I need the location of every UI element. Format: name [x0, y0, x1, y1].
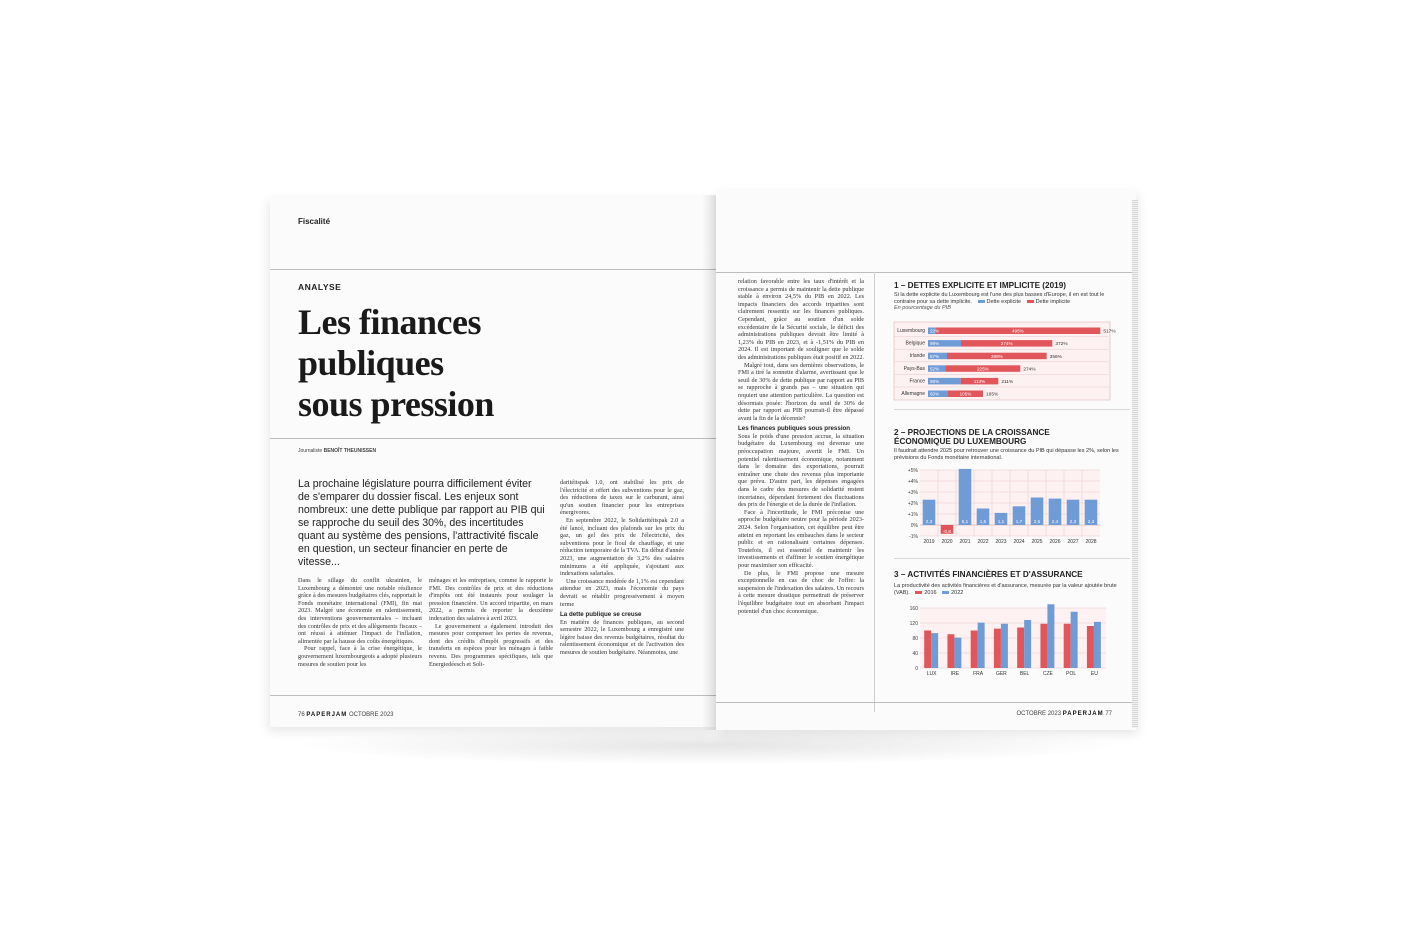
chart2-xtick-label: 2022 [977, 539, 989, 545]
chart3-ytick-label: 40 [912, 650, 918, 657]
chart3-bar-2022 [1047, 604, 1054, 668]
paragraph: Le gouvernement a également introduit des mesures pour compenser les pertes de revenus, dont des crédits d'impôt progressifs et des transferts en espèces pour les ménages à faible revenu. Des programmes spécifiques, tels que Energiedéesch et Soli- [429, 622, 553, 668]
chart2-xtick-label: 2021 [959, 539, 971, 545]
paragraph: relation favorable entre les taux d'intérêt et la croissance a permis de maintenir la dette publique stable à environ 24,5% du PIB en 2022. Les impacts financiers des accords tripartites sont clairement ressentis sur les finances publiques. Cependant, grâce au soutien d'un solde excédentaire de la Sécurité sociale, le déficit des administrations publiques devrait être limité à 1,23% du PIB en 2023, et à -1,51% du PIB en 2024. Il est important de souligner que le solde des administrations publiques était positif en 2022. [738, 278, 864, 361]
paragraph: Pour rappel, face à la crise énergétique, le gouvernement luxembourgeois a adopté plusieurs mesures de soutien pour les [298, 645, 422, 668]
chart3-bar-2022 [1094, 622, 1101, 668]
chart2-value-label: 5,1 [961, 519, 969, 524]
chart1-label-explicit: 98% [930, 379, 940, 384]
chart3-ytick-label: 80 [912, 635, 918, 642]
lead-paragraph: La prochaine législature pourra difficilement éviter de s'emparer du dossier fiscal. Les enjeux sont nombreux: une dette publique par rapport au PIB qui se rapproche du seuil des 30%, des incertitudes quant au système des pensions, l'attractivité fiscale en question, un secteur financier en perte de vitesse... [298, 478, 545, 568]
issue-date: OCTOBRE 2023 [1016, 711, 1062, 717]
chart3-bar-2016 [971, 631, 978, 669]
chart3-bar-2022 [978, 623, 985, 668]
chart1-label-explicit: 57% [930, 353, 940, 359]
chart2-ytick-label: +3% [907, 489, 918, 496]
footer-rule [716, 702, 1136, 703]
rubric-label: Fiscalité [298, 217, 331, 226]
chart2-ytick-label: +5% [907, 467, 918, 474]
chart2-value-label: 2,5 [1033, 519, 1041, 524]
chart3-bar-2016 [1017, 628, 1024, 669]
chart1-unit: En pourcentage du PIB [894, 305, 951, 311]
chart3-xtick-label: POL [1066, 671, 1077, 677]
legend-swatch-implicit [1027, 300, 1034, 303]
chart1-category-label: Allemagne [901, 391, 925, 397]
top-rule [270, 269, 716, 270]
chart2-title-line-1: 2 – PROJECTIONS DE LA CROISSANCE [894, 428, 1050, 437]
chart2-xtick-label: 2026 [1049, 539, 1061, 545]
paragraph: daritéitspak 1.0, ont stabilisé les prix de l'électricité et offert des subventions pour le gaz, des réductions de taxes sur le carburant, ainsi qu'un soutien financier pour les entreprises énergivores. [560, 479, 684, 517]
chart1-label-total: 356% [1049, 354, 1062, 360]
title-rule [270, 438, 716, 439]
chart3-note-text: La productivité des activités financières et d'assurance, mesurée par la valeur ajoutée brute (VAB). [894, 583, 1117, 596]
chart1-note-text: Si la dette explicite du Luxembourg est l'une des plus basses d'Europe, il en est tout le contraire pour sa dette implicite. [894, 292, 1105, 305]
chart3-xtick-label: CZE [1042, 671, 1053, 677]
chart2-bar [959, 469, 972, 525]
chart3-bar-2016 [924, 631, 931, 669]
chart1-label-implicit: 113% [973, 379, 986, 384]
byline-name: BENOÎT THEUNISSEN [323, 448, 377, 454]
top-rule [716, 272, 1136, 273]
right-footer [1016, 711, 1112, 717]
chart3-bar-2022 [1001, 624, 1008, 668]
chart1-label-implicit: 299% [990, 353, 1003, 359]
chart2-ytick-label: +2% [907, 500, 918, 507]
chart3-bar-2016 [1040, 624, 1047, 668]
chart2-title [894, 428, 1130, 446]
chart3-bar-2022 [1071, 612, 1078, 668]
body-column-2 [429, 577, 553, 668]
paragraph: Malgré tout, dans ses dernières observations, le FMI a tiré la sonnette d'alarme, avertissant que le seuil de 30% de dette publique par rapport au PIB se rapproche à grands pas – une situation qui requiert une attention particulière. La question est désormais posée: l'horizon du seuil de 30% de dette par rapport au PIB pourrait-il être dépassé avant la fin de la décennie? [738, 361, 864, 422]
footer-rule [270, 695, 716, 696]
chart3-ytick-label: 160 [909, 605, 918, 612]
chart3-bar-2016 [1087, 626, 1094, 668]
chart2-xtick-label: 2019 [923, 539, 935, 545]
chart2-value-label: 2,3 [925, 519, 933, 524]
chart1-label-implicit: 105% [959, 391, 972, 397]
chart3-xtick-label: LUX [926, 671, 937, 677]
chart2-ytick-label: 0% [910, 522, 918, 529]
chart3-xtick-label: EU [1090, 671, 1098, 677]
chart3-bar-2016 [994, 629, 1001, 668]
chart2-value-label: 1,5 [979, 519, 987, 524]
legend-implicit: Dette implicite [1035, 298, 1071, 305]
chart2-value-label: 2,3 [1087, 519, 1095, 524]
chart1-label-explicit: 60% [930, 391, 940, 397]
chart2-ytick-label: +1% [907, 511, 918, 518]
chart2-note: Il faudrait attendre 2025 pour retrouver une croissance du PIB qui dépasse les 2%, selon les prévisions du Fonds monétaire international. [894, 448, 1119, 461]
subheading: Les finances publiques sous pression [738, 425, 851, 433]
chart1-label-implicit: 274% [1000, 341, 1013, 347]
chart2-ytick-label: -1% [909, 533, 918, 540]
body-column-1 [298, 577, 422, 668]
left-page [270, 197, 716, 727]
title-line-3: sous pression [298, 384, 494, 424]
chart1-note [894, 292, 1126, 312]
chart3-finance-chart [890, 604, 1114, 682]
chart2-value-label: 2,4 [1051, 519, 1059, 524]
paragraph: Face à l'incertitude, le FMI préconise une approche budgétaire neutre pour la période 2023-2024. Selon l'organisation, cet équilibre peut être atteint en reportant les embauches dans le secteur public et en rationalisant certaines dépenses. Toutefois, il est essentiel de maintenir les investissements et d'affiner le soutien énergétique pour maximiser son efficacité. [738, 508, 864, 569]
chart1-label-implicit: 495% [1011, 328, 1024, 334]
paragraph: De plus, le FMI propose une mesure exceptionnelle en cas de choc de l'offre: la suspension de l'indexation des salaires. Un recours à cette mesure drastique permettrait de préserver l'équilibre budgétaire tout en absorbant l'impact potentiel d'un choc économique. [738, 569, 864, 615]
right-text-column [738, 278, 864, 615]
chart2-xtick-label: 2023 [995, 539, 1007, 545]
brand-name: PAPERJAM [306, 712, 348, 718]
chart-separator [894, 558, 1130, 559]
legend-2022: 2022 [951, 589, 964, 596]
chart3-xtick-label: BEL [1019, 671, 1030, 677]
chart3-ytick-label: 0 [915, 665, 918, 672]
chart1-category-label: Pays-Bas [903, 365, 925, 372]
column-divider [874, 272, 875, 712]
page-edges [1132, 200, 1138, 728]
chart2-value-label: 1,1 [997, 519, 1005, 524]
chart1-label-total: 517% [1103, 329, 1116, 335]
chart1-category-label: Irlande [909, 353, 925, 360]
chart1-category-label: France [909, 378, 925, 385]
subheading: La dette publique se creuse [560, 611, 642, 619]
chart3-bar-2022 [954, 638, 961, 668]
legend-swatch-explicit [978, 300, 985, 303]
chart3-title: 3 – ACTIVITÉS FINANCIÈRES ET D'ASSURANCE [894, 570, 1083, 579]
magazine-shadow [290, 725, 1130, 765]
chart2-xtick-label: 2024 [1013, 539, 1025, 545]
chart3-xtick-label: GER [995, 671, 1007, 677]
chart2-xtick-label: 2025 [1031, 539, 1043, 545]
chart2-ytick-label: +4% [907, 478, 918, 485]
paragraph: Une croissance modérée de 1,1% est cependant attendue en 2023, mais l'économie du pays devrait se rétablir progressivement à moyen terme [560, 577, 684, 608]
issue-date: OCTOBRE 2023 [348, 712, 394, 718]
title-line-2: publiques [298, 343, 444, 383]
chart3-bar-2016 [1064, 624, 1071, 668]
chart1-label-total: 211% [1001, 380, 1014, 385]
paragraph: ménages et les entreprises, comme le rapporte le FMI. Des contrôles de prix et des réductions d'impôts ont été instaurés pour soulager la pression financière. Un accord tripartite, en mars 2022, a permis de reporter la deuxième indexation des salaires à avril 2023. [429, 577, 553, 622]
chart1-debt-chart [894, 322, 1114, 402]
left-footer [298, 712, 394, 718]
chart3-note [894, 583, 1128, 596]
chart2-growth-chart [890, 466, 1110, 550]
chart1-label-explicit: 99% [930, 341, 940, 347]
chart1-label-total: 165% [986, 392, 999, 398]
right-page [716, 190, 1136, 730]
chart2-xtick-label: 2027 [1067, 539, 1079, 545]
byline [298, 448, 376, 454]
chart-separator [894, 409, 1130, 410]
byline-prefix: Journaliste [298, 448, 323, 454]
paragraph: Dans le sillage du conflit ukrainien, le Luxembourg a démontré une notable résilience grâce à des mesures budgétaires clés, rapportait le Fonds monétaire international (FMI), fin mai 2023. Malgré une économie en ralentissement, des interventions gouvernementales – incluant des contrôles de prix et des allègements fiscaux – ont réussi à atténuer l'impact de l'inflation, alimentée par la hausse des coûts énergétiques. [298, 577, 422, 645]
chart3-bar-2016 [947, 634, 954, 668]
chart3-bar-2022 [931, 633, 938, 668]
chart1-label-explicit: 52% [930, 366, 940, 372]
body-column-3 [560, 479, 684, 657]
article-title [298, 302, 718, 425]
legend-2016: 2016 [924, 589, 937, 596]
chart3-ytick-label: 120 [909, 620, 918, 627]
chart3-xtick-label: FRA [973, 671, 984, 677]
legend-explicit: Dette explicite [986, 298, 1022, 305]
chart2-value-label: 2,3 [1069, 519, 1077, 524]
chart1-label-total: 274% [1023, 367, 1036, 373]
chart2-value-label: -0,8 [943, 528, 951, 534]
chart2-title-line-2: ÉCONOMIQUE DU LUXEMBOURG [894, 437, 1027, 446]
chart1-title: 1 – DETTES EXPLICITE ET IMPLICITE (2019) [894, 281, 1066, 290]
chart2-xtick-label: 2028 [1085, 539, 1097, 545]
chart1-label-explicit: 22% [930, 328, 940, 334]
chart3-xtick-label: IRE [950, 671, 960, 677]
paragraph: En septembre 2022, le Solidaritéitspak 2.0 a été lancé, incluant des plafonds sur les prix du gaz, un gel des prix de l'électricité, des subventions pour le fioul de chauffage, et une réduction temporaire de la TVA. En début d'année 2023, une augmentation de 3,2% des salaires minimums a été appliquée, s'ajoutant aux indexations salariales. [560, 516, 684, 578]
chart3-bar-2022 [1024, 620, 1031, 668]
chart2-value-label: 1,7 [1015, 519, 1023, 524]
chart1-category-label: Luxembourg [897, 328, 925, 334]
kicker-label: ANALYSE [298, 282, 342, 292]
chart1-category-label: Belgique [905, 340, 925, 347]
title-line-1: Les finances [298, 302, 481, 342]
page-number: 76 [298, 712, 305, 718]
paragraph: Sous le poids d'une pression accrue, la situation budgétaire du Luxembourg est devenue une préoccupation majeure, avertit le FMI. Un potentiel ralentissement économique, notamment dans le domaine des exportations, pourrait entraîner une chute des revenus plus importante que prévu. D'autre part, les dépenses engagées dans le cadre des mesures de solidarité restent incertaines, dépendant fortement des fluctuations des prix de l'énergie et de la durée de l'inflation. [738, 432, 864, 509]
chart2-xtick-label: 2020 [941, 539, 953, 545]
chart1-label-implicit: 225% [976, 366, 989, 372]
paragraph: En matière de finances publiques, au second semestre 2022, le Luxembourg a enregistré une légère baisse des revenus budgétaires, résultat du ralentissement économique et de l'activation des mesures de soutien budgétaire. Néanmoins, une [560, 618, 684, 657]
chart1-label-total: 372% [1055, 342, 1068, 348]
page-number: 77 [1105, 711, 1112, 717]
legend-swatch-2022 [942, 591, 949, 594]
legend-swatch-2016 [915, 591, 922, 594]
brand-name: PAPERJAM [1062, 711, 1104, 717]
